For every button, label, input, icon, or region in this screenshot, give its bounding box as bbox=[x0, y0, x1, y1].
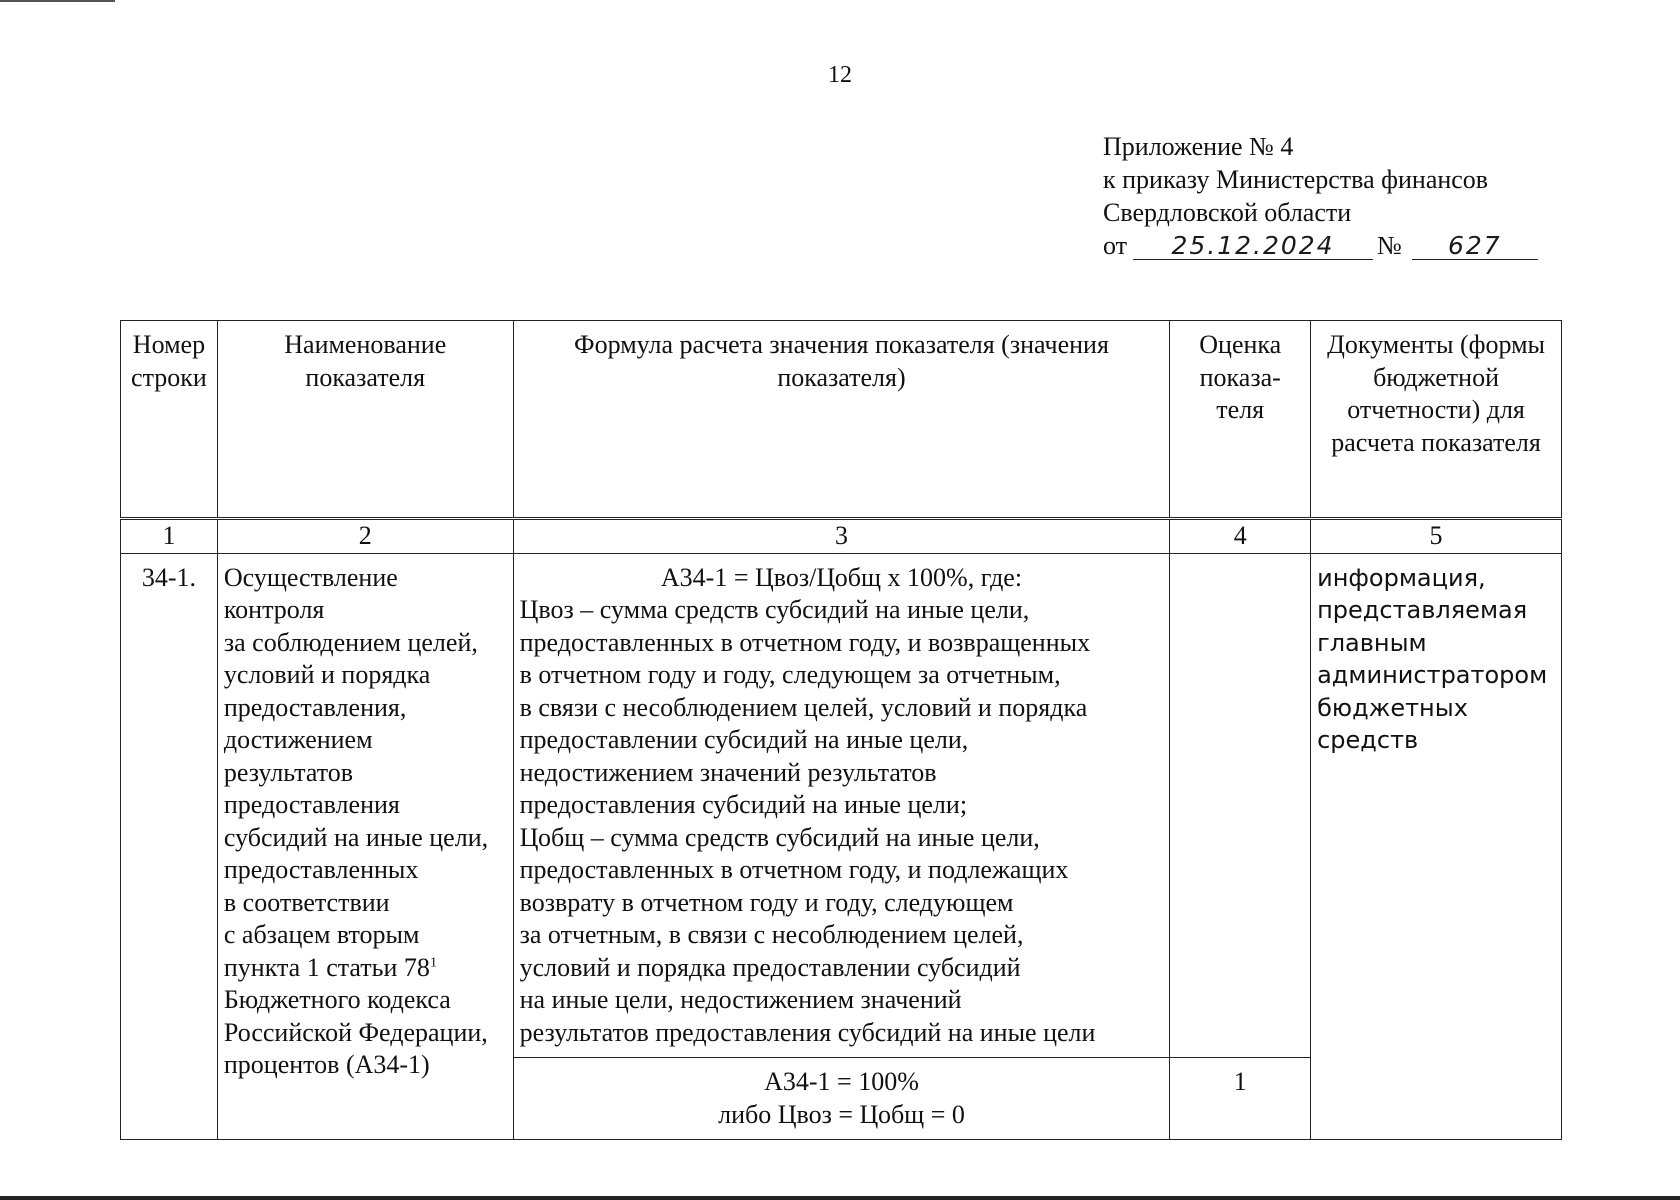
name-line: пункта 1 статьи 78 bbox=[223, 952, 430, 982]
formula-line: условий и порядка предоставлении субсидий bbox=[519, 952, 1021, 982]
formula-line: за отчетным, в связи с несоблюдением целей, bbox=[519, 920, 1024, 949]
appendix-region: Свердловской области bbox=[1103, 198, 1352, 227]
name-line: с абзацем вторым bbox=[223, 920, 420, 949]
docs-line: средств bbox=[1317, 726, 1419, 754]
formula-line: предоставленных в отчетном году, и возвращенных bbox=[519, 627, 1091, 657]
formula-line: предоставленных в отчетном году, и подлежащих bbox=[519, 855, 1069, 884]
sub-formula-line: А34-1 = 100% bbox=[764, 1067, 919, 1096]
name-line: предоставления bbox=[223, 790, 400, 819]
footnote-superscript: 1 bbox=[429, 954, 437, 970]
sub-score-cell: 1 bbox=[1170, 1058, 1311, 1140]
header-score: Оценка показа-теля bbox=[1170, 321, 1311, 519]
name-line: достижением bbox=[223, 725, 373, 754]
name-line: в соответствии bbox=[223, 887, 390, 917]
formula-line: на иные цели, недостижением значений bbox=[519, 985, 962, 1014]
formula-line: предоставления субсидий на иные цели; bbox=[519, 790, 968, 819]
name-line: субсидий на иные цели, bbox=[223, 822, 489, 852]
indicator-name bbox=[217, 553, 513, 1140]
name-line: Российской Федерации, bbox=[223, 1017, 488, 1047]
sub-formula-line: либо Цвоз = Цобщ = 0 bbox=[718, 1099, 965, 1129]
number-label: № bbox=[1377, 231, 1402, 260]
scan-edge-top bbox=[0, 0, 115, 2]
name-line: за соблюдением целей, bbox=[223, 627, 478, 657]
appendix-header bbox=[1103, 130, 1538, 262]
formula-line: Цвоз – сумма средств субсидий на иные цели, bbox=[519, 595, 1030, 624]
name-line: результатов bbox=[223, 757, 353, 787]
docs-line: информация, bbox=[1317, 563, 1486, 592]
table-header-row bbox=[121, 321, 1562, 519]
docs-line: администратором bbox=[1317, 661, 1548, 689]
appendix-order-ref: к приказу Министерства финансов bbox=[1103, 165, 1489, 194]
appendix-date-number bbox=[1103, 229, 1538, 262]
column-number: 4 bbox=[1170, 519, 1311, 554]
docs-line: представляемая bbox=[1317, 596, 1528, 624]
formula-line: в отчетном году и году, следующем за отчетным, bbox=[519, 660, 1061, 689]
score-cell-empty bbox=[1170, 553, 1311, 1058]
formula-title: А34-1 = Цвоз/Цобщ х 100%, где: bbox=[660, 562, 1023, 592]
column-number: 2 bbox=[217, 519, 513, 554]
docs-line: бюджетных bbox=[1317, 693, 1468, 722]
sub-formula-cell bbox=[513, 1058, 1170, 1140]
formula-line: возврату в отчетном году и году, следующем bbox=[519, 887, 1014, 917]
formula-line: в связи с несоблюдением целей, условий и порядка bbox=[519, 692, 1088, 722]
column-number: 1 bbox=[121, 519, 218, 554]
name-line: предоставленных bbox=[223, 855, 419, 884]
handwritten-number: 627 bbox=[1412, 233, 1538, 260]
name-line: Бюджетного кодекса bbox=[223, 985, 451, 1014]
header-formula: Формула расчета значения показателя (значения показателя) bbox=[513, 321, 1170, 519]
indicator-table bbox=[120, 320, 1562, 1140]
header-row-number: Номер строки bbox=[121, 321, 218, 519]
docs-line: главным bbox=[1317, 628, 1427, 657]
name-line: контроля bbox=[223, 595, 325, 624]
header-indicator-name: Наименование показателя bbox=[217, 321, 513, 519]
header-documents: Документы (формы бюджетной отчетности) для расчета показателя bbox=[1311, 321, 1562, 519]
from-label: от bbox=[1103, 231, 1128, 260]
formula-cell bbox=[513, 553, 1170, 1058]
name-line: предоставления, bbox=[223, 692, 407, 722]
formula-line: недостижением значений результатов bbox=[519, 757, 937, 787]
formula-line: предоставлении субсидий на иные цели, bbox=[519, 725, 969, 754]
table-row bbox=[121, 553, 1562, 1058]
row-number: 34-1. bbox=[121, 553, 218, 1140]
name-line: условий и порядка bbox=[223, 660, 431, 689]
handwritten-date: 25.12.2024 bbox=[1133, 233, 1373, 260]
scan-edge-bottom bbox=[0, 1196, 1680, 1200]
appendix-title: Приложение № 4 bbox=[1103, 132, 1294, 161]
column-number: 5 bbox=[1311, 519, 1562, 554]
column-number: 3 bbox=[513, 519, 1170, 554]
name-line-with-superscript bbox=[224, 952, 507, 985]
name-line: процентов (А34-1) bbox=[223, 1050, 430, 1079]
name-line: Осуществление bbox=[223, 562, 398, 592]
formula-line: результатов предоставления субсидий на иные цели bbox=[519, 1017, 1096, 1047]
formula-line: Цобщ – сумма средств субсидий на иные цели, bbox=[519, 822, 1040, 852]
page-number: 12 bbox=[828, 62, 852, 88]
documents-cell bbox=[1311, 553, 1562, 1140]
column-number-row bbox=[121, 519, 1562, 554]
